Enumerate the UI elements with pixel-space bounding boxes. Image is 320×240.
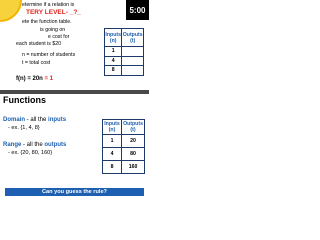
instruction-line-4: is going on <box>40 27 66 33</box>
mastery-level-text: TERY LEVEL- _?_ <box>26 9 81 16</box>
table-header-inputs: Inputs (n) <box>105 29 122 47</box>
table-cell-output: 160 <box>122 161 145 174</box>
function-table-bottom <box>102 119 145 174</box>
table-row <box>105 56 144 66</box>
table-header-outputs: Outputs (t) <box>122 29 144 47</box>
table-header-outputs: Outputs (t) <box>123 121 143 133</box>
slide-top <box>0 0 149 90</box>
instruction-line-7: n = number of students <box>22 52 76 58</box>
decorative-circle <box>0 0 22 22</box>
table-row <box>103 148 145 161</box>
table-cell-input: 1 <box>105 47 122 57</box>
function-rule-text: f(n) = 20n <box>16 76 45 82</box>
slide-title: Functions <box>3 95 46 105</box>
table-cell-output <box>122 47 144 57</box>
rule-banner[interactable]: Can you guess the rule? <box>5 188 144 196</box>
domain-definition <box>3 117 66 124</box>
range-definition <box>3 142 66 149</box>
slide-bottom <box>0 94 149 198</box>
domain-rest: - all the <box>25 117 49 123</box>
instruction-line-6: each student is $20 <box>16 41 61 47</box>
table-header-inputs: Inputs (n) <box>104 121 120 133</box>
timer: 5:00 <box>126 0 149 20</box>
instruction-line-3: ete the function table. <box>22 19 72 25</box>
table-row <box>105 47 144 57</box>
table-row <box>105 66 144 76</box>
range-example: - ex. {20, 80, 160} <box>8 150 53 156</box>
table-cell-output <box>122 66 144 76</box>
table-cell-input: 8 <box>105 66 122 76</box>
range-keyword: outputs <box>44 142 67 148</box>
range-rest: - all the <box>21 142 45 148</box>
instruction-line-8: t = total cost <box>22 60 51 66</box>
instruction-line-5: e cost for <box>48 34 70 40</box>
instruction-line-1: etermine if a relation is <box>22 2 75 8</box>
function-rule-suffix: = 1 <box>44 76 54 82</box>
domain-keyword: inputs <box>48 117 67 123</box>
table-cell-input: 4 <box>105 56 122 66</box>
function-table-top <box>104 28 144 76</box>
domain-label: Domain <box>3 117 26 123</box>
table-cell-output <box>122 56 144 66</box>
table-row <box>103 161 145 174</box>
domain-example: - ex. {1, 4, 8} <box>8 125 40 131</box>
table-cell-input: 1 <box>103 135 122 148</box>
table-cell-output: 80 <box>122 148 145 161</box>
table-cell-output: 20 <box>122 135 145 148</box>
function-rule <box>16 76 53 82</box>
table-cell-input: 4 <box>103 148 122 161</box>
table-cell-input: 8 <box>103 161 122 174</box>
table-row <box>103 135 145 148</box>
range-label: Range <box>3 142 22 148</box>
